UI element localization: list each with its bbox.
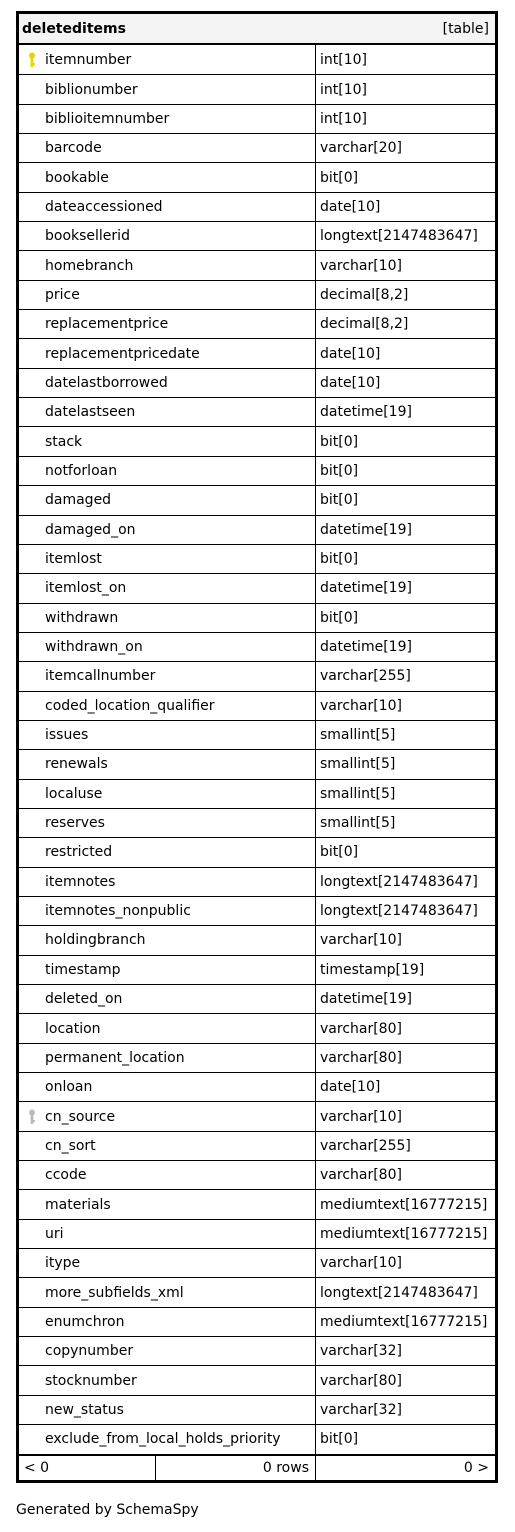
column-row[interactable] [19, 1277, 495, 1306]
column-row[interactable] [19, 925, 495, 954]
column-row[interactable] [19, 309, 495, 338]
column-type: varchar[20] [320, 140, 402, 157]
column-row[interactable] [19, 1013, 495, 1042]
column-name-cell [19, 1014, 316, 1042]
column-type: longtext[2147483647] [320, 228, 478, 245]
column-name: cn_sort [45, 1137, 96, 1154]
column-type: varchar[10] [320, 257, 402, 274]
column-row[interactable] [19, 192, 495, 221]
table-title-row [19, 14, 495, 45]
column-name-cell [19, 926, 316, 954]
column-row[interactable] [19, 779, 495, 808]
column-name-cell [19, 369, 316, 397]
column-type: int[10] [320, 110, 367, 127]
column-name: timestamp [45, 961, 121, 978]
column-name-cell [19, 163, 316, 191]
column-name: location [45, 1020, 101, 1037]
column-name-cell [19, 75, 316, 103]
column-name-cell [19, 45, 316, 74]
column-row[interactable] [19, 1043, 495, 1072]
column-name: biblioitemnumber [45, 110, 170, 127]
column-name-cell [19, 574, 316, 602]
children-count: 0 > [463, 1459, 489, 1476]
column-name-cell [19, 281, 316, 309]
column-type: decimal[8,2] [320, 286, 409, 303]
column-name-cell [19, 486, 316, 514]
column-name-cell [19, 1278, 316, 1306]
column-name-cell [19, 809, 316, 837]
column-type: bit[0] [320, 551, 359, 568]
column-row[interactable] [19, 250, 495, 279]
column-name-cell [19, 339, 316, 367]
column-name-cell [19, 780, 316, 808]
column-name-cell [19, 633, 316, 661]
column-name: withdrawn [45, 609, 119, 626]
column-type: bit[0] [320, 169, 359, 186]
column-name: datelastseen [45, 404, 136, 421]
column-name-cell [19, 662, 316, 690]
column-name-cell [19, 985, 316, 1013]
column-type: varchar[255] [320, 668, 411, 685]
column-name-cell [19, 868, 316, 896]
column-row[interactable] [19, 1101, 495, 1130]
column-name-cell [19, 838, 316, 866]
column-name-cell [19, 604, 316, 632]
column-name: itype [45, 1255, 81, 1272]
column-name: bookable [45, 169, 109, 186]
column-type: bit[0] [320, 462, 359, 479]
column-type: varchar[80] [320, 1372, 402, 1389]
column-name-cell [19, 897, 316, 925]
column-name: withdrawn_on [45, 639, 143, 656]
column-row[interactable] [19, 632, 495, 661]
column-row[interactable] [19, 1336, 495, 1365]
column-name-cell [19, 1161, 316, 1189]
column-row[interactable] [19, 397, 495, 426]
column-row[interactable] [19, 984, 495, 1013]
column-name-cell [19, 310, 316, 338]
column-type: smallint[5] [320, 727, 396, 744]
column-row[interactable] [19, 1365, 495, 1394]
column-name: exclude_from_local_holds_priority [45, 1431, 281, 1448]
column-name: homebranch [45, 257, 134, 274]
column-name-cell [19, 1190, 316, 1218]
column-name: holdingbranch [45, 932, 146, 949]
column-name: permanent_location [45, 1049, 185, 1066]
column-name-cell [19, 1396, 316, 1424]
column-name: itemnumber [45, 51, 132, 68]
column-list [19, 45, 495, 1454]
column-type: bit[0] [320, 1431, 359, 1448]
column-type: timestamp[19] [320, 961, 425, 978]
column-row[interactable] [19, 104, 495, 133]
column-name: renewals [45, 756, 108, 773]
table-node-deleteditems[interactable] [16, 11, 498, 1483]
column-name: replacementprice [45, 316, 169, 333]
column-row[interactable] [19, 808, 495, 837]
column-row[interactable] [19, 603, 495, 632]
column-row[interactable] [19, 221, 495, 250]
column-name: issues [45, 727, 89, 744]
column-type: datetime[19] [320, 521, 412, 538]
column-name: cn_source [45, 1108, 116, 1125]
column-name: itemlost [45, 551, 102, 568]
column-type: varchar[32] [320, 1401, 402, 1418]
parents-count: < 0 [19, 1456, 156, 1480]
column-name: onloan [45, 1079, 93, 1096]
column-name-cell [19, 251, 316, 279]
column-row[interactable] [19, 45, 495, 74]
column-type: varchar[255] [320, 1137, 411, 1154]
column-name: damaged_on [45, 521, 136, 538]
column-name: new_status [45, 1401, 124, 1418]
column-type: varchar[10] [320, 1255, 402, 1272]
column-name: uri [45, 1225, 64, 1242]
column-row[interactable] [19, 1248, 495, 1277]
table-kind: [table] [442, 20, 489, 37]
column-name: materials [45, 1196, 111, 1213]
column-name: datelastborrowed [45, 374, 168, 391]
column-type: longtext[2147483647] [320, 1284, 478, 1301]
column-type: varchar[80] [320, 1020, 402, 1037]
column-type: datetime[19] [320, 404, 412, 421]
column-type: varchar[10] [320, 697, 402, 714]
column-name: replacementpricedate [45, 345, 200, 362]
column-type: decimal[8,2] [320, 316, 409, 333]
column-row[interactable] [19, 338, 495, 367]
column-row[interactable] [19, 720, 495, 749]
column-row[interactable] [19, 133, 495, 162]
column-name: localuse [45, 785, 103, 802]
column-row[interactable] [19, 867, 495, 896]
column-type: smallint[5] [320, 815, 396, 832]
column-row[interactable] [19, 426, 495, 455]
column-type: int[10] [320, 81, 367, 98]
column-row[interactable] [19, 955, 495, 984]
column-row[interactable] [19, 1131, 495, 1160]
column-type: bit[0] [320, 433, 359, 450]
generated-by-note: Generated by SchemaSpy [16, 1502, 199, 1518]
column-row[interactable] [19, 515, 495, 544]
column-type: bit[0] [320, 609, 359, 626]
column-name-cell [19, 398, 316, 426]
column-type: longtext[2147483647] [320, 873, 478, 890]
column-name: ccode [45, 1167, 87, 1184]
column-type: bit[0] [320, 844, 359, 861]
column-row[interactable] [19, 1072, 495, 1101]
column-row[interactable] [19, 1189, 495, 1218]
column-name: reserves [45, 815, 105, 832]
column-row[interactable] [19, 749, 495, 778]
column-row[interactable] [19, 896, 495, 925]
column-name-cell [19, 457, 316, 485]
column-type: date[10] [320, 374, 381, 391]
column-type: int[10] [320, 51, 367, 68]
column-type: bit[0] [320, 492, 359, 509]
column-name: restricted [45, 844, 113, 861]
column-type: mediumtext[16777215] [320, 1225, 488, 1242]
column-type: smallint[5] [320, 785, 396, 802]
column-name: dateaccessioned [45, 198, 163, 215]
column-name-cell [19, 1425, 316, 1453]
column-name-cell [19, 222, 316, 250]
column-name: notforloan [45, 462, 118, 479]
column-type: datetime[19] [320, 639, 412, 656]
column-type: varchar[80] [320, 1167, 402, 1184]
column-name-cell [19, 1308, 316, 1336]
column-row[interactable] [19, 280, 495, 309]
column-type: date[10] [320, 1079, 381, 1096]
column-name-cell [19, 1366, 316, 1394]
column-name-cell [19, 516, 316, 544]
table-name: deleteditems [22, 20, 126, 37]
column-type: varchar[32] [320, 1343, 402, 1360]
column-row[interactable] [19, 1219, 495, 1248]
column-row[interactable] [19, 837, 495, 866]
column-name-cell [19, 1249, 316, 1277]
column-name: booksellerid [45, 228, 130, 245]
column-row[interactable] [19, 368, 495, 397]
column-name: damaged [45, 492, 112, 509]
column-type: smallint[5] [320, 756, 396, 773]
index-key-icon [27, 1109, 37, 1125]
column-name-cell [19, 1220, 316, 1248]
row-count: 0 rows [156, 1456, 316, 1480]
column-name-cell [19, 750, 316, 778]
column-row[interactable] [19, 691, 495, 720]
column-type: datetime[19] [320, 580, 412, 597]
column-name-cell [19, 545, 316, 573]
column-type: varchar[80] [320, 1049, 402, 1066]
column-row[interactable] [19, 485, 495, 514]
column-name-cell [19, 193, 316, 221]
column-name: price [45, 286, 80, 303]
column-type: varchar[10] [320, 932, 402, 949]
column-type: mediumtext[16777215] [320, 1196, 488, 1213]
column-name: itemlost_on [45, 580, 127, 597]
column-type: mediumtext[16777215] [320, 1313, 488, 1330]
column-type: datetime[19] [320, 991, 412, 1008]
column-row[interactable] [19, 1160, 495, 1189]
column-row[interactable] [19, 1424, 495, 1453]
column-row[interactable] [19, 74, 495, 103]
column-name-cell [19, 1073, 316, 1101]
column-row[interactable] [19, 1395, 495, 1424]
column-name: deleted_on [45, 991, 123, 1008]
column-row[interactable] [19, 661, 495, 690]
column-name-cell [19, 1132, 316, 1160]
column-name-cell [19, 721, 316, 749]
column-name: coded_location_qualifier [45, 697, 215, 714]
column-name-cell [19, 1337, 316, 1365]
column-name: enumchron [45, 1313, 125, 1330]
column-name: itemnotes [45, 873, 116, 890]
column-name: itemcallnumber [45, 668, 156, 685]
column-name-cell [19, 1044, 316, 1072]
column-name: itemnotes_nonpublic [45, 903, 191, 920]
column-type: longtext[2147483647] [320, 903, 478, 920]
column-name-cell [19, 105, 316, 133]
column-name: biblionumber [45, 81, 138, 98]
column-name-cell [19, 134, 316, 162]
column-name: stocknumber [45, 1372, 137, 1389]
column-name: barcode [45, 140, 102, 157]
column-row[interactable] [19, 573, 495, 602]
column-name: more_subfields_xml [45, 1284, 184, 1301]
column-name-cell [19, 1102, 316, 1130]
column-name-cell [19, 427, 316, 455]
column-type: date[10] [320, 198, 381, 215]
column-type: date[10] [320, 345, 381, 362]
table-footer [19, 1454, 495, 1480]
column-name: copynumber [45, 1343, 134, 1360]
column-type: varchar[10] [320, 1108, 402, 1125]
column-name-cell [19, 692, 316, 720]
column-name: stack [45, 433, 83, 450]
column-row[interactable] [19, 1307, 495, 1336]
column-row[interactable] [19, 456, 495, 485]
column-row[interactable] [19, 544, 495, 573]
column-name-cell [19, 956, 316, 984]
column-row[interactable] [19, 162, 495, 191]
primary-key-icon [27, 52, 37, 68]
